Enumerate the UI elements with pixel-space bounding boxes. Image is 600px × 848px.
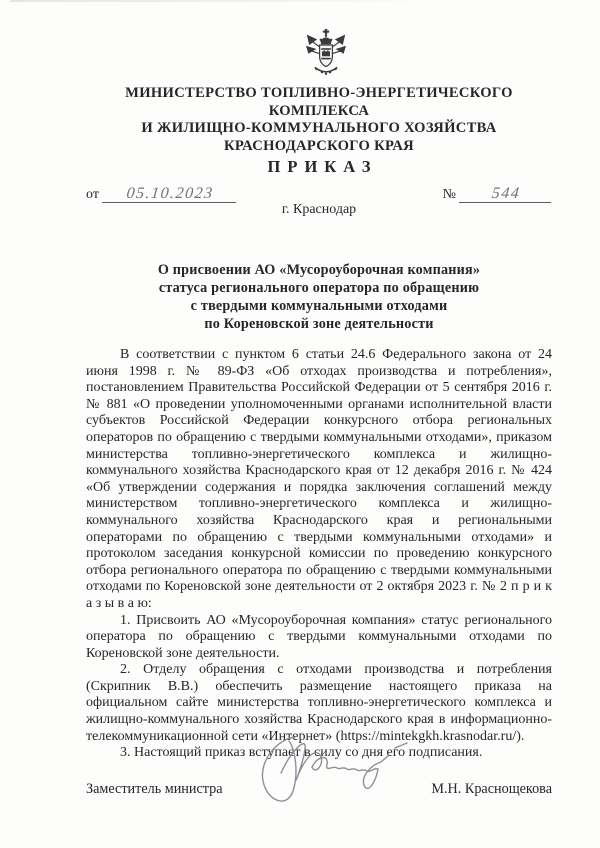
date-label: от [86,187,99,202]
ministry-name [86,85,552,155]
order-title-line-2: статуса регионального оператора по обращению [158,280,480,296]
city-label: г. Краснодар [281,202,357,217]
signature-row [86,781,552,798]
ministry-line-1: МИНИСТЕРСТВО ТОПЛИВНО-ЭНЕРГЕТИЧЕСКОГО КОМПЛЕКСА [125,85,513,119]
order-paragraph-preamble: В соответствии с пунктом 6 статьи 24.6 Федерального закона от 24 июня 1998 г. № 89-ФЗ «Об отходах производства и потребления», постановлением Правительства Российской Федерации от 5 сентября 2016 г. № 881 «О проведении уполномоченными органами исполнительной власти субъектов Российской Федерации конкурсного отбора региональных операторов по обращению с твердыми коммунальными отходами», приказом министерства топливно-энергетического комплекса и жилищно-коммунального хозяйства Краснодарского края от 12 декабря 2016 г. № 424 «Об утверждении содержания и порядка заключения соглашений между министерством топливно-энергетического комплекса и жилищно-коммунального хозяйства Краснодарского края и региональными операторами по обращению с твердыми коммунальными отходами» и протоколом заседания конкурсной комиссии по проведению конкурсного отбора регионального оператора по обращению с твердыми коммунальными отходами по Кореновской зоне деятельности от 2 октября 2023 г. № 2 п р и к а з ы в а ю: [86,347,552,611]
emblem-container [93,29,559,79]
document-type-heading: ПРИКАЗ [267,157,378,176]
order-title-line-1: О присвоении АО «Мусороуборочная компания» [157,262,481,278]
krasnodar-coat-of-arms-icon [306,29,346,79]
ministry-line-2: И ЖИЛИЩНО-КОММУНАЛЬНОГО ХОЗЯЙСТВА [141,120,497,136]
signatory-name: М.Н. Краснощекова [431,780,552,797]
meta-row [86,185,552,203]
number-label: № [442,187,456,202]
date-group [86,185,237,203]
date-value-handwritten: 05.10.2023 [102,185,238,203]
order-paragraph-item-1: 1. Присвоить АО «Мусороуборочная компания» статус регионального оператора по обращению с твердыми коммунальными отходами по Кореновской зоне деятельности. [86,612,552,661]
order-paragraph-item-3: 3. Настоящий приказ вступает в силу со дня его подписания. [120,745,483,761]
number-value-handwritten: 544 [459,185,553,203]
order-title [86,261,552,333]
order-title-line-3: с твердыми коммунальными отходами [190,298,448,314]
order-title-line-4: по Кореновской зоне деятельности [204,316,434,332]
signatory-position-label: Заместитель министра [86,780,223,797]
order-paragraph-item-2: 2. Отделу обращения с отходами производства и потребления (Скрипник В.В.) обеспечить размещение настоящего приказа на официальном сайте министерства топливно-энергетического комплекса и жилищно-коммунального хозяйства Краснодарского края в информационно-телекоммуникационной сети «Интернет» (https://mintekgkh.krasnodar.ru/). [86,662,552,744]
order-body [86,347,552,762]
ministry-line-3: КРАСНОДАРСКОГО КРАЯ [223,137,415,154]
number-group [443,185,552,203]
